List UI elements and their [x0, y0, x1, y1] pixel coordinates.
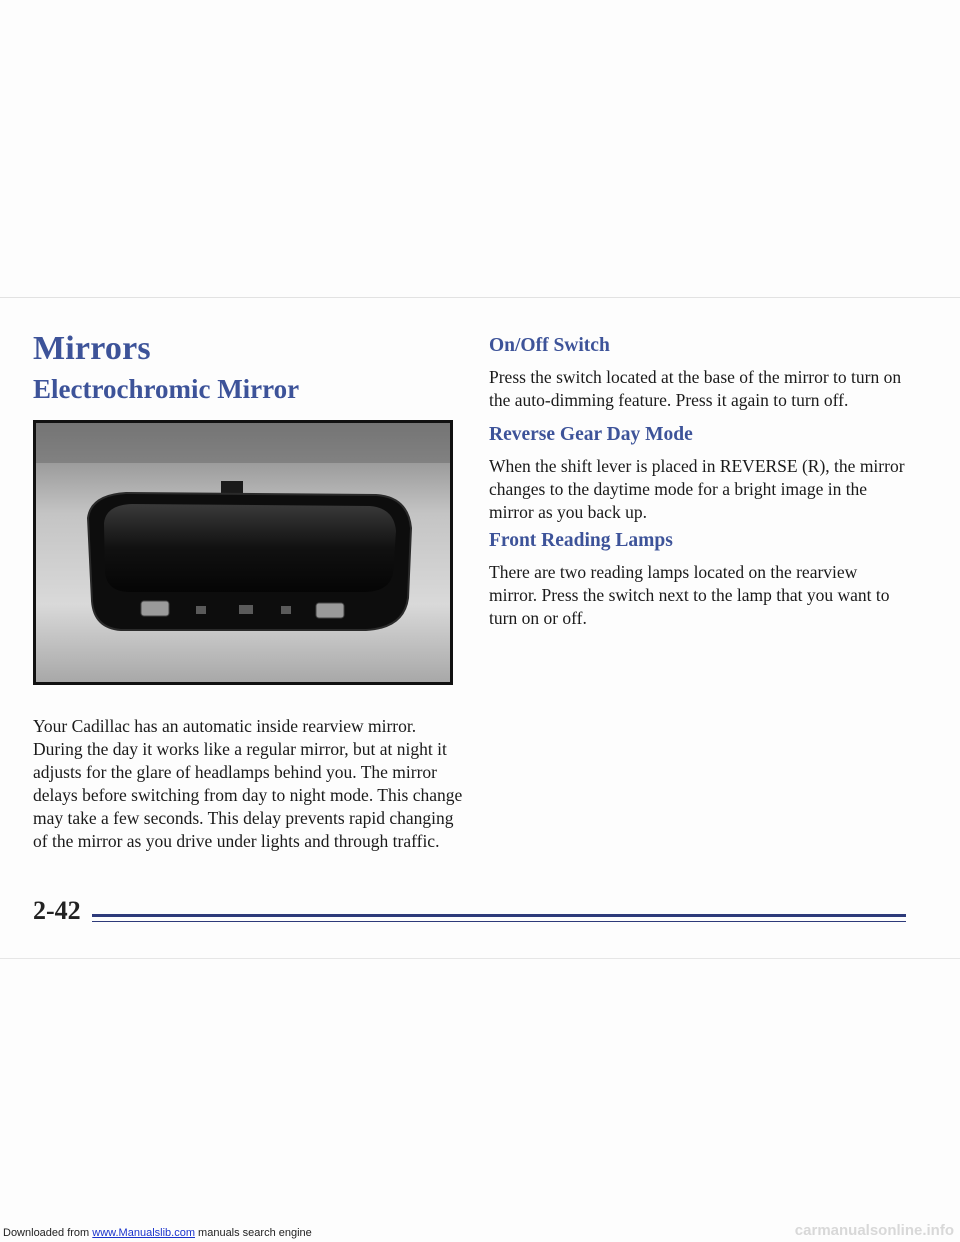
subsection-title: Electrochromic Mirror — [33, 374, 300, 404]
download-footer — [3, 1227, 312, 1239]
on-off-switch-text: Press the switch located at the base of the mirror to turn on the auto-dimming feature. Press it again to turn off. — [489, 367, 902, 410]
section-title: Mirrors — [33, 330, 151, 367]
rearview-mirror-photo — [33, 420, 453, 685]
watermark: carmanualsonline.info — [794, 1222, 954, 1239]
page-number: 2-42 — [33, 896, 81, 925]
bottom-divider — [0, 958, 960, 959]
top-divider — [0, 297, 960, 298]
page-rule-thin — [92, 921, 906, 922]
reading-lamps-text: There are two reading lamps located on the rearview mirror. Press the switch next to the lamp that you want to turn on or off. — [489, 562, 890, 628]
reading-lamps-heading: Front Reading Lamps — [489, 530, 673, 551]
mirror-description: Your Cadillac has an automatic inside rearview mirror. During the day it works like a regular mirror, but at night it adjusts for the glare of headlamps behind you. The mirror delays before switching from day to night mode. This change may take a few seconds. This delay prevents rapid changing of the mirror as you drive under lights and through traffic. — [33, 716, 463, 851]
footer-suffix: manuals search engine — [198, 1227, 312, 1239]
page-rule — [92, 914, 906, 917]
reverse-gear-heading: Reverse Gear Day Mode — [489, 424, 693, 445]
footer-prefix: Downloaded from — [3, 1227, 90, 1239]
on-off-switch-heading: On/Off Switch — [489, 335, 610, 356]
reverse-gear-text: When the shift lever is placed in REVERSE (R), the mirror changes to the daytime mode for a bright image in the mirror as you back up. — [489, 456, 905, 522]
manualslib-link[interactable]: www.Manualslib.com — [92, 1227, 195, 1239]
